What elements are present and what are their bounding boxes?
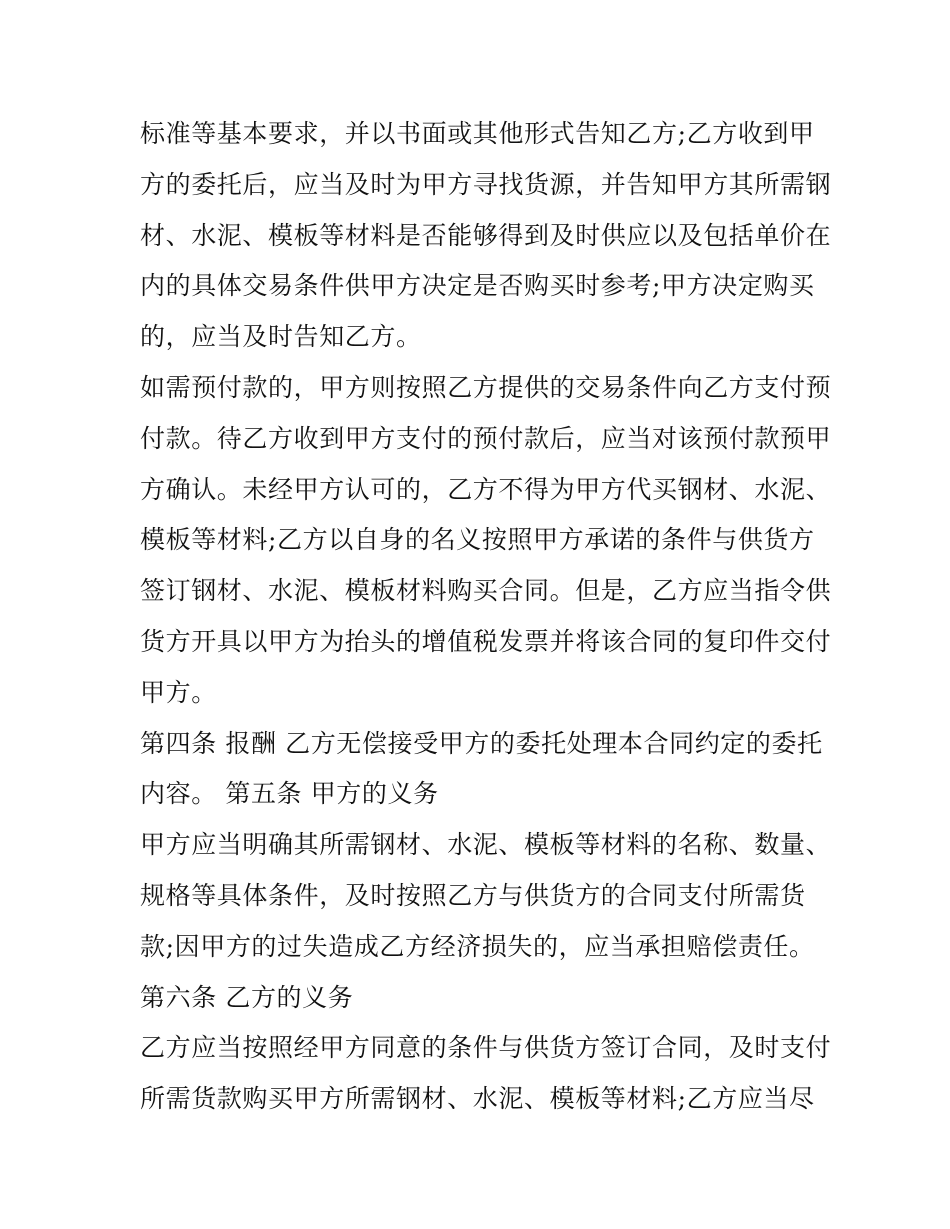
- text-line: 款;因甲方的过失造成乙方经济损失的，应当承担赔偿责任。: [140, 931, 815, 961]
- text-line: 内的具体交易条件供甲方决定是否购买时参考;甲方决定购买: [140, 271, 815, 301]
- text-line: 模板等材料;乙方以自身的名义按照甲方承诺的条件与供货方: [140, 525, 815, 555]
- section-heading-line: 内容。 第五条 甲方的义务: [140, 779, 439, 809]
- document-body: [140, 109, 832, 1125]
- text-line: 如需预付款的，甲方则按照乙方提供的交易条件向乙方支付预: [140, 372, 832, 402]
- text-line: 甲方应当明确其所需钢材、水泥、模板等材料的名称、数量、: [140, 830, 832, 860]
- text-line: 所需货款购买甲方所需钢材、水泥、模板等材料;乙方应当尽: [140, 1084, 815, 1114]
- text-line: 甲方。: [140, 677, 217, 707]
- text-line: 方确认。未经甲方认可的，乙方不得为甲方代买钢材、水泥、: [140, 474, 832, 504]
- text-line: 材、水泥、模板等材料是否能够得到及时供应以及包括单价在: [140, 220, 832, 250]
- text-line: 乙方应当按照经甲方同意的条件与供货方签订合同，及时支付: [140, 1033, 832, 1063]
- section-heading-line: 第六条 乙方的义务: [140, 982, 354, 1012]
- section-heading-line: 第四条 报酬 乙方无偿接受甲方的委托处理本合同约定的委托: [140, 728, 823, 758]
- text-line: 签订钢材、水泥、模板材料购买合同。但是，乙方应当指令供: [140, 576, 832, 606]
- text-line: 标准等基本要求，并以书面或其他形式告知乙方;乙方收到甲: [140, 119, 815, 148]
- text-line: 规格等具体条件，及时按照乙方与供货方的合同支付所需货: [140, 880, 806, 910]
- text-line: 的，应当及时告知乙方。: [140, 322, 422, 352]
- text-line: 付款。待乙方收到甲方支付的预付款后，应当对该预付款预甲: [140, 423, 832, 453]
- text-line: 方的委托后，应当及时为甲方寻找货源，并告知甲方其所需钢: [140, 169, 832, 199]
- text-line: 货方开具以甲方为抬头的增值税发票并将该合同的复印件交付: [140, 626, 832, 656]
